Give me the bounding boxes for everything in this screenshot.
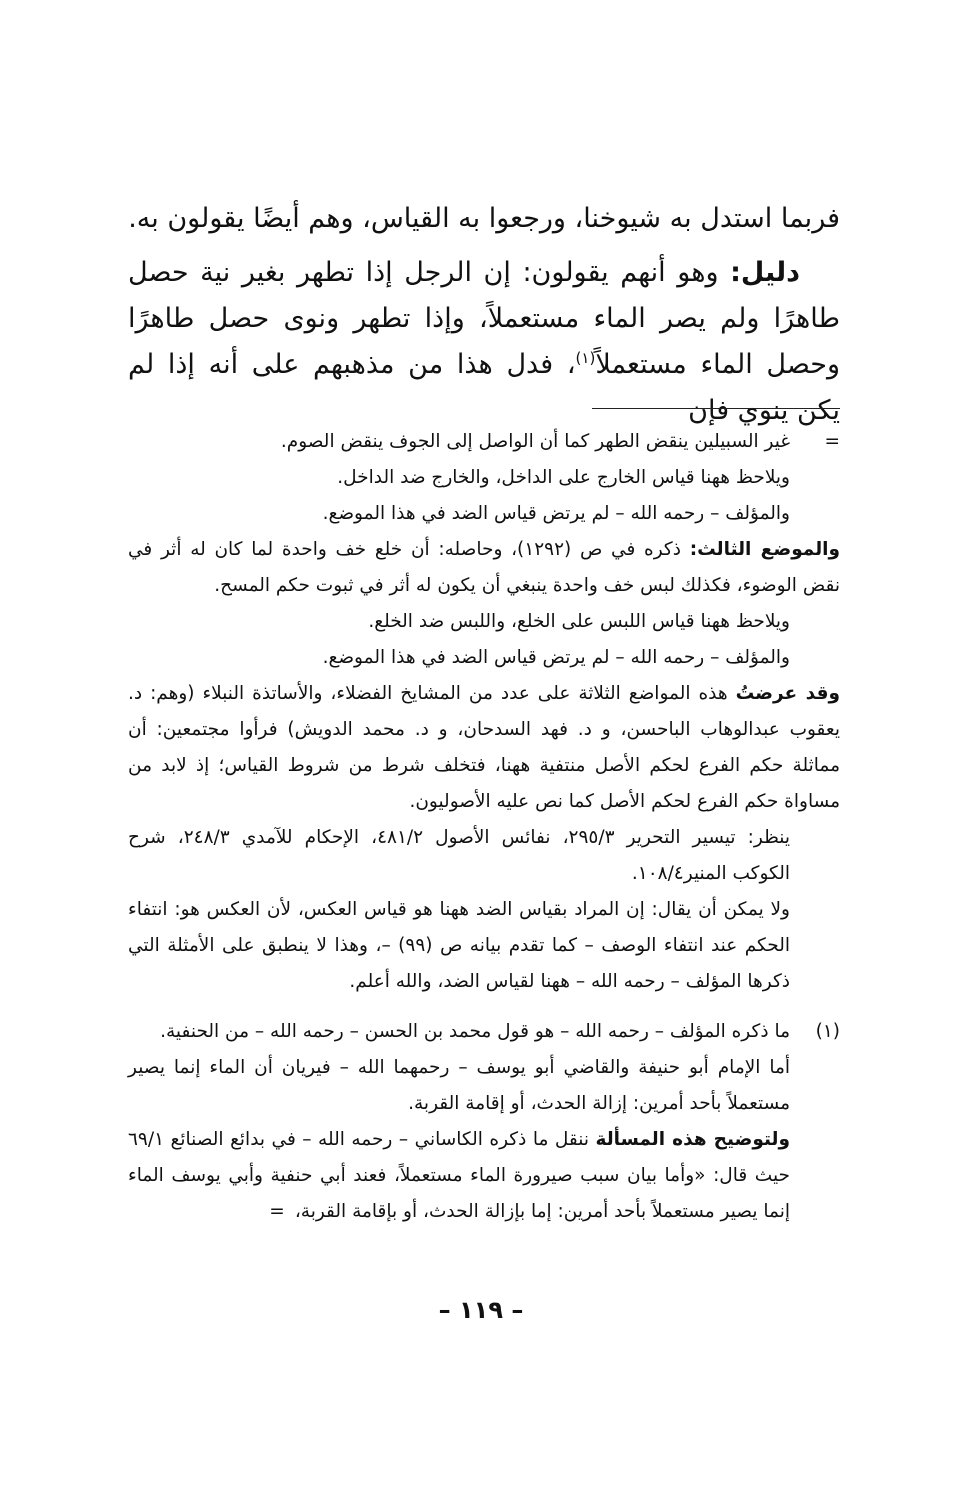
page-number: – ١١٩ – (438, 1296, 524, 1324)
footnote-line: وقد عرضتُ هذه المواضع الثلاثة على عدد من المشايخ الفضلاء، والأساتذة النبلاء (وهم: د. يعقوب عبدالوهاب الباحسن، و د. فهد السدحان، و د. محمد الدويش) فرأوا مجتمعين: أن مماثلة حكم الفرع لحكم الأصل منتفية ههنا، فتخلف شرط من شروط القياس؛ إذ لابد من مساواة حكم الفرع لحكم الأصل كما نص عليه الأصوليون. (128, 683, 840, 812)
footnote-line: والموضع الثالث: ذكره في ص (١٢٩٢)، وحاصله: أن خلع خف واحدة لما كان له أثر في نقض الوضوء، فكذلك لبس خف واحدة ينبغي أن يكون له أثر في ثبوت حكم المسح. (128, 539, 840, 596)
footnote-line: ويلاحظ ههنا قياس الخارج على الداخل، والخارج ضد الداخل. (337, 467, 790, 488)
footnote-marker: = (824, 431, 840, 452)
footnote-line: أما الإمام أبو حنيفة والقاضي أبو يوسف – رحمهما الله – فيريان أن الماء إنما يصير مستعملاً بأحد أمرين: إزالة الحدث، أو إقامة القربة. (128, 1057, 790, 1114)
footnote-continuation (128, 424, 840, 1000)
paragraph-text: فربما استدل به شيوخنا، ورجعوا به القياس، وهم أيضًا يقولون به. (128, 203, 840, 234)
footnote-separator (592, 408, 840, 409)
main-paragraph (128, 196, 840, 242)
main-text (128, 196, 840, 434)
footnote-body (128, 1014, 790, 1230)
footnote-reference[interactable]: (١) (575, 349, 596, 367)
paragraph-text: وهو أنهم يقولون: إن الرجل إذا تطهر بغير نية حصل طاهرًا ولم يصر الماء مستعملاً، وإذا تطهر ونوى حصل طاهرًا وحصل الماء مستعملاً (128, 257, 840, 380)
footnote-line: ما ذكره المؤلف – رحمه الله – هو قول محمد بن الحسن – رحمه الله – من الحنفية. (160, 1021, 790, 1042)
continuation-marker: = (269, 1201, 285, 1222)
footnote-line: والمؤلف – رحمه الله – لم يرتض قياس الضد في هذا الموضع. (322, 503, 790, 524)
footnote-1 (128, 1014, 840, 1230)
footnote-line: ينظر: تيسير التحرير ٢٩٥/٣، نفائس الأصول ٤٨١/٢، الإحكام للآمدي ٢٤٨/٣، شرح الكوكب المنير١٠٨/٤. (128, 827, 790, 884)
footnote-line: والمؤلف – رحمه الله – لم يرتض قياس الضد في هذا الموضع. (322, 647, 790, 668)
footnotes (128, 424, 840, 1230)
footnote-marker: (١) (815, 1021, 840, 1042)
paragraph-lead: دليل: (730, 257, 800, 288)
footnote-line: ويلاحظ ههنا قياس اللبس على الخلع، واللبس ضد الخلع. (368, 611, 790, 632)
footnote-line: غير السبيلين ينقض الطهر كما أن الواصل إلى الجوف ينقض الصوم. (280, 431, 790, 452)
paragraph-text-tail: ، فدل هذا من مذهبهم على أنه إذا لم يكن ينوي فإن (128, 349, 840, 426)
footnote-body (128, 424, 840, 1000)
footnote-line: ولا يمكن أن يقال: إن المراد بقياس الضد ههنا هو قياس العكس، لأن العكس هو: انتفاء الحكم عند انتفاء الوصف – كما تقدم بيانه ص (٩٩) –، وهذا لا ينطبق على الأمثلة التي ذكرها المؤلف – رحمه الله – ههنا لقياس الضد، والله أعلم. (128, 899, 790, 992)
main-paragraph (128, 250, 840, 434)
footnote-line: ولتوضيح هذه المسألة ننقل ما ذكره الكاساني – رحمه الله – في بدائع الصنائع ٦٩/١ حيث قال: «وأما بيان سبب صيرورة الماء مستعملاً، فعند أبي حنفية وأبي يوسف الماء إنما يصير مستعملاً بأحد أمرين: إما بإزالة الحدث، أو بإقامة القربة،= (128, 1129, 790, 1222)
